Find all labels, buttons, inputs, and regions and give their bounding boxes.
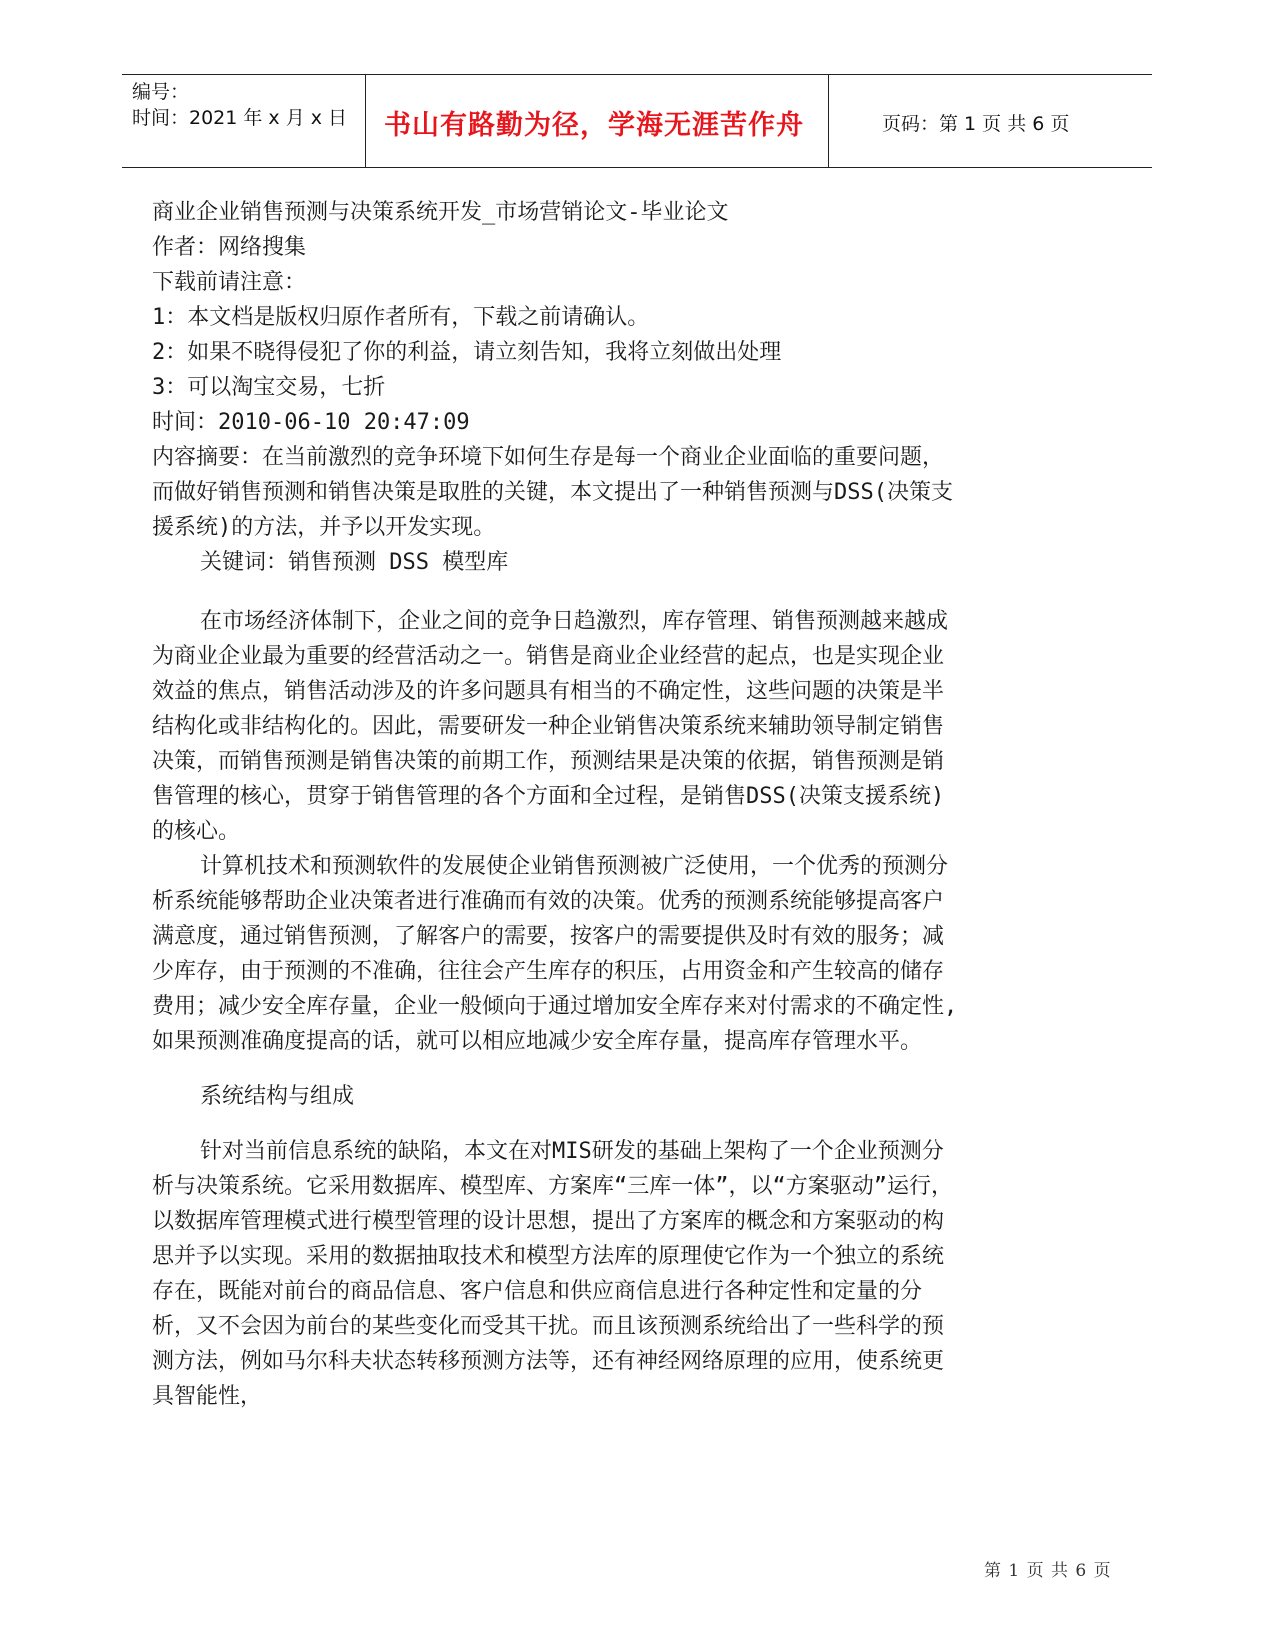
header-info xyxy=(132,79,347,131)
header-page-code: 页码：第 1 页 共 6 页 xyxy=(882,113,1070,135)
document-number-label: 编号： xyxy=(132,81,190,103)
body-paragraph-2: 计算机技术和预测软件的发展使企业销售预测被广泛使用，一个优秀的预测分析系统能够帮助企业决策者进行准确而有效的决策。优秀的预测系统能够提高客户满意度，通过销售预测，了解客户的需要，按客户的需要提供及时有效的服务；减少库存，由于预测的不准确，往往会产生库存的积压，占用资金和产生较高的储存费用；减少安全库存量，企业一般倾向于通过增加安全库存来对付需求的不确定性,如果预测准确度提高的话，就可以相应地减少安全库存量，提高库存管理水平。 xyxy=(152,854,958,1054)
section-heading: 系统结构与组成 xyxy=(200,1084,355,1109)
paragraph-spacer xyxy=(152,580,962,604)
page-footer: 第 1 页 共 6 页 xyxy=(984,1561,1112,1581)
header-divider-right xyxy=(828,75,829,167)
document-author: 作者：网络搜集 xyxy=(152,235,307,260)
document-timestamp: 时间：2010-06-10 20:47:09 xyxy=(152,410,470,435)
keywords-line: 关键词：销售预测 DSS 模型库 xyxy=(200,550,509,575)
document-header xyxy=(122,74,1152,168)
notice-item-1: 1：本文档是版权归原作者所有，下载之前请确认。 xyxy=(152,305,650,330)
body-paragraph-3: 针对当前信息系统的缺陷，本文在对MIS研发的基础上架构了一个企业预测分析与决策系统。它采用数据库、模型库、方案库“三库一体”，以“方案驱动”运行，以数据库管理模式进行模型管理的设计思想，提出了方案库的概念和方案驱动的构思并予以实现。采用的数据抽取技术和模型方法库的原理使它作为一个独立的系统存在，既能对前台的商品信息、客户信息和供应商信息进行各种定性和定量的分析，又不会因为前台的某些变化而受其干扰。而且该预测系统给出了一些科学的预测方法，例如马尔科夫状态转移预测方法等，还有神经网络原理的应用，使系统更具智能性， xyxy=(152,1139,953,1409)
paragraph-spacer xyxy=(152,1059,962,1079)
document-body xyxy=(152,195,962,1414)
document-time-label: 时间：2021 年 x 月 x 日 xyxy=(132,107,348,129)
header-divider-left xyxy=(365,75,366,167)
notice-item-2: 2：如果不晓得侵犯了你的利益，请立刻告知，我将立刻做出处理 xyxy=(152,340,782,365)
document-title: 商业企业销售预测与决策系统开发_市场营销论文-毕业论文 xyxy=(152,200,729,225)
abstract-paragraph: 内容摘要：在当前激烈的竞争环境下如何生存是每一个商业企业面临的重要问题，而做好销售预测和销售决策是取胜的关键，本文提出了一种销售预测与DSS(决策支援系统)的方法，并予以开发实现。 xyxy=(152,445,953,540)
header-motto: 书山有路勤为径，学海无涯苦作舟 xyxy=(384,110,804,141)
body-paragraph-1: 在市场经济体制下，企业之间的竞争日趋激烈，库存管理、销售预测越来越成为商业企业最为重要的经营活动之一。销售是商业企业经营的起点，也是实现企业效益的焦点，销售活动涉及的许多问题具有相当的不确定性，这些问题的决策是半结构化或非结构化的。因此，需要研发一种企业销售决策系统来辅助领导制定销售决策，而销售预测是销售决策的前期工作，预测结果是决策的依据，销售预测是销售管理的核心，贯穿于销售管理的各个方面和全过程，是销售DSS(决策支援系统)的核心。 xyxy=(152,609,949,844)
notice-item-3: 3：可以淘宝交易，七折 xyxy=(152,375,386,400)
notice-heading: 下载前请注意： xyxy=(152,270,307,295)
paragraph-spacer xyxy=(152,1114,962,1134)
